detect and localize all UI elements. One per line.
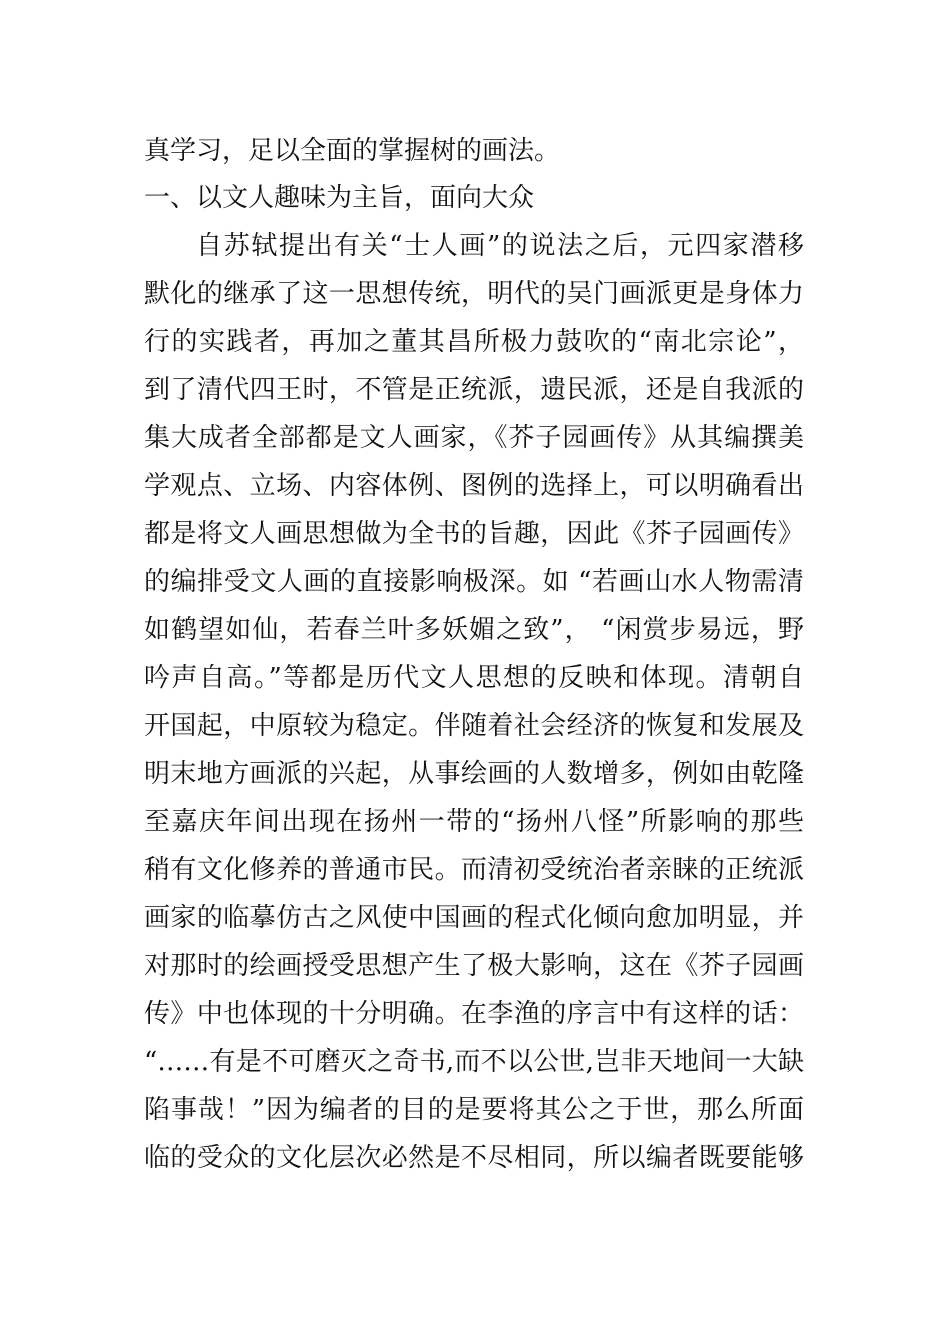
paragraph-line: 吟声自高。”等都是历代文人思想的反映和体现。清朝自: [144, 663, 804, 693]
paragraph-line: 传》中也体现的十分明确。在李渔的序言中有这样的话：: [144, 999, 804, 1029]
paragraph-line: 对那时的绘画授受思想产生了极大影响，这在《芥子园画: [144, 951, 804, 981]
paragraph-line: 都是将文人画思想做为全书的旨趣，因此《芥子园画传》: [144, 519, 804, 549]
continuation-line: 真学习，足以全面的掌握树的画法。: [144, 136, 561, 166]
paragraph-line: 自苏轼提出有关“士人画”的说法之后，元四家潜移: [196, 231, 804, 261]
paragraph-line: 如鹤望如仙，若春兰叶多妖媚之致”， “闲赏步易远，野: [144, 615, 804, 645]
paragraph-line: 学观点、立场、内容体例、图例的选择上，可以明确看出: [144, 471, 804, 501]
paragraph-line: 到了清代四王时，不管是正统派，遗民派，还是自我派的: [144, 375, 804, 405]
paragraph-line: 默化的继承了这一思想传统，明代的吴门画派更是身体力: [144, 279, 804, 309]
paragraph-line: 陷事哉！”因为编者的目的是要将其公之于世，那么所面: [144, 1095, 804, 1125]
section-heading: 一、以文人趣味为主旨，面向大众: [144, 183, 535, 213]
paragraph-line: 行的实践者，再加之董其昌所极力鼓吹的“南北宗论”，: [144, 327, 804, 357]
paragraph-line: 至嘉庆年间出现在扬州一带的“扬州八怪”所影响的那些: [144, 807, 804, 837]
paragraph-line: 集大成者全部都是文人画家，《芥子园画传》从其编撰美: [144, 423, 804, 453]
paragraph-line: 稍有文化修养的普通市民。而清初受统治者亲睐的正统派: [144, 855, 804, 885]
paragraph-line: 画家的临摹仿古之风使中国画的程式化倾向愈加明显，并: [144, 903, 804, 933]
paragraph-line: “……有是不可磨灭之奇书,而不以公世,岂非天地间一大缺: [144, 1047, 804, 1077]
paragraph-line: 的编排受文人画的直接影响极深。如 “若画山水人物需清: [144, 567, 804, 597]
paragraph-line: 开国起，中原较为稳定。伴随着社会经济的恢复和发展及: [144, 711, 804, 741]
paragraph-line: 明末地方画派的兴起，从事绘画的人数增多，例如由乾隆: [144, 759, 804, 789]
paragraph-line: 临的受众的文化层次必然是不尽相同，所以编者既要能够: [144, 1143, 804, 1173]
